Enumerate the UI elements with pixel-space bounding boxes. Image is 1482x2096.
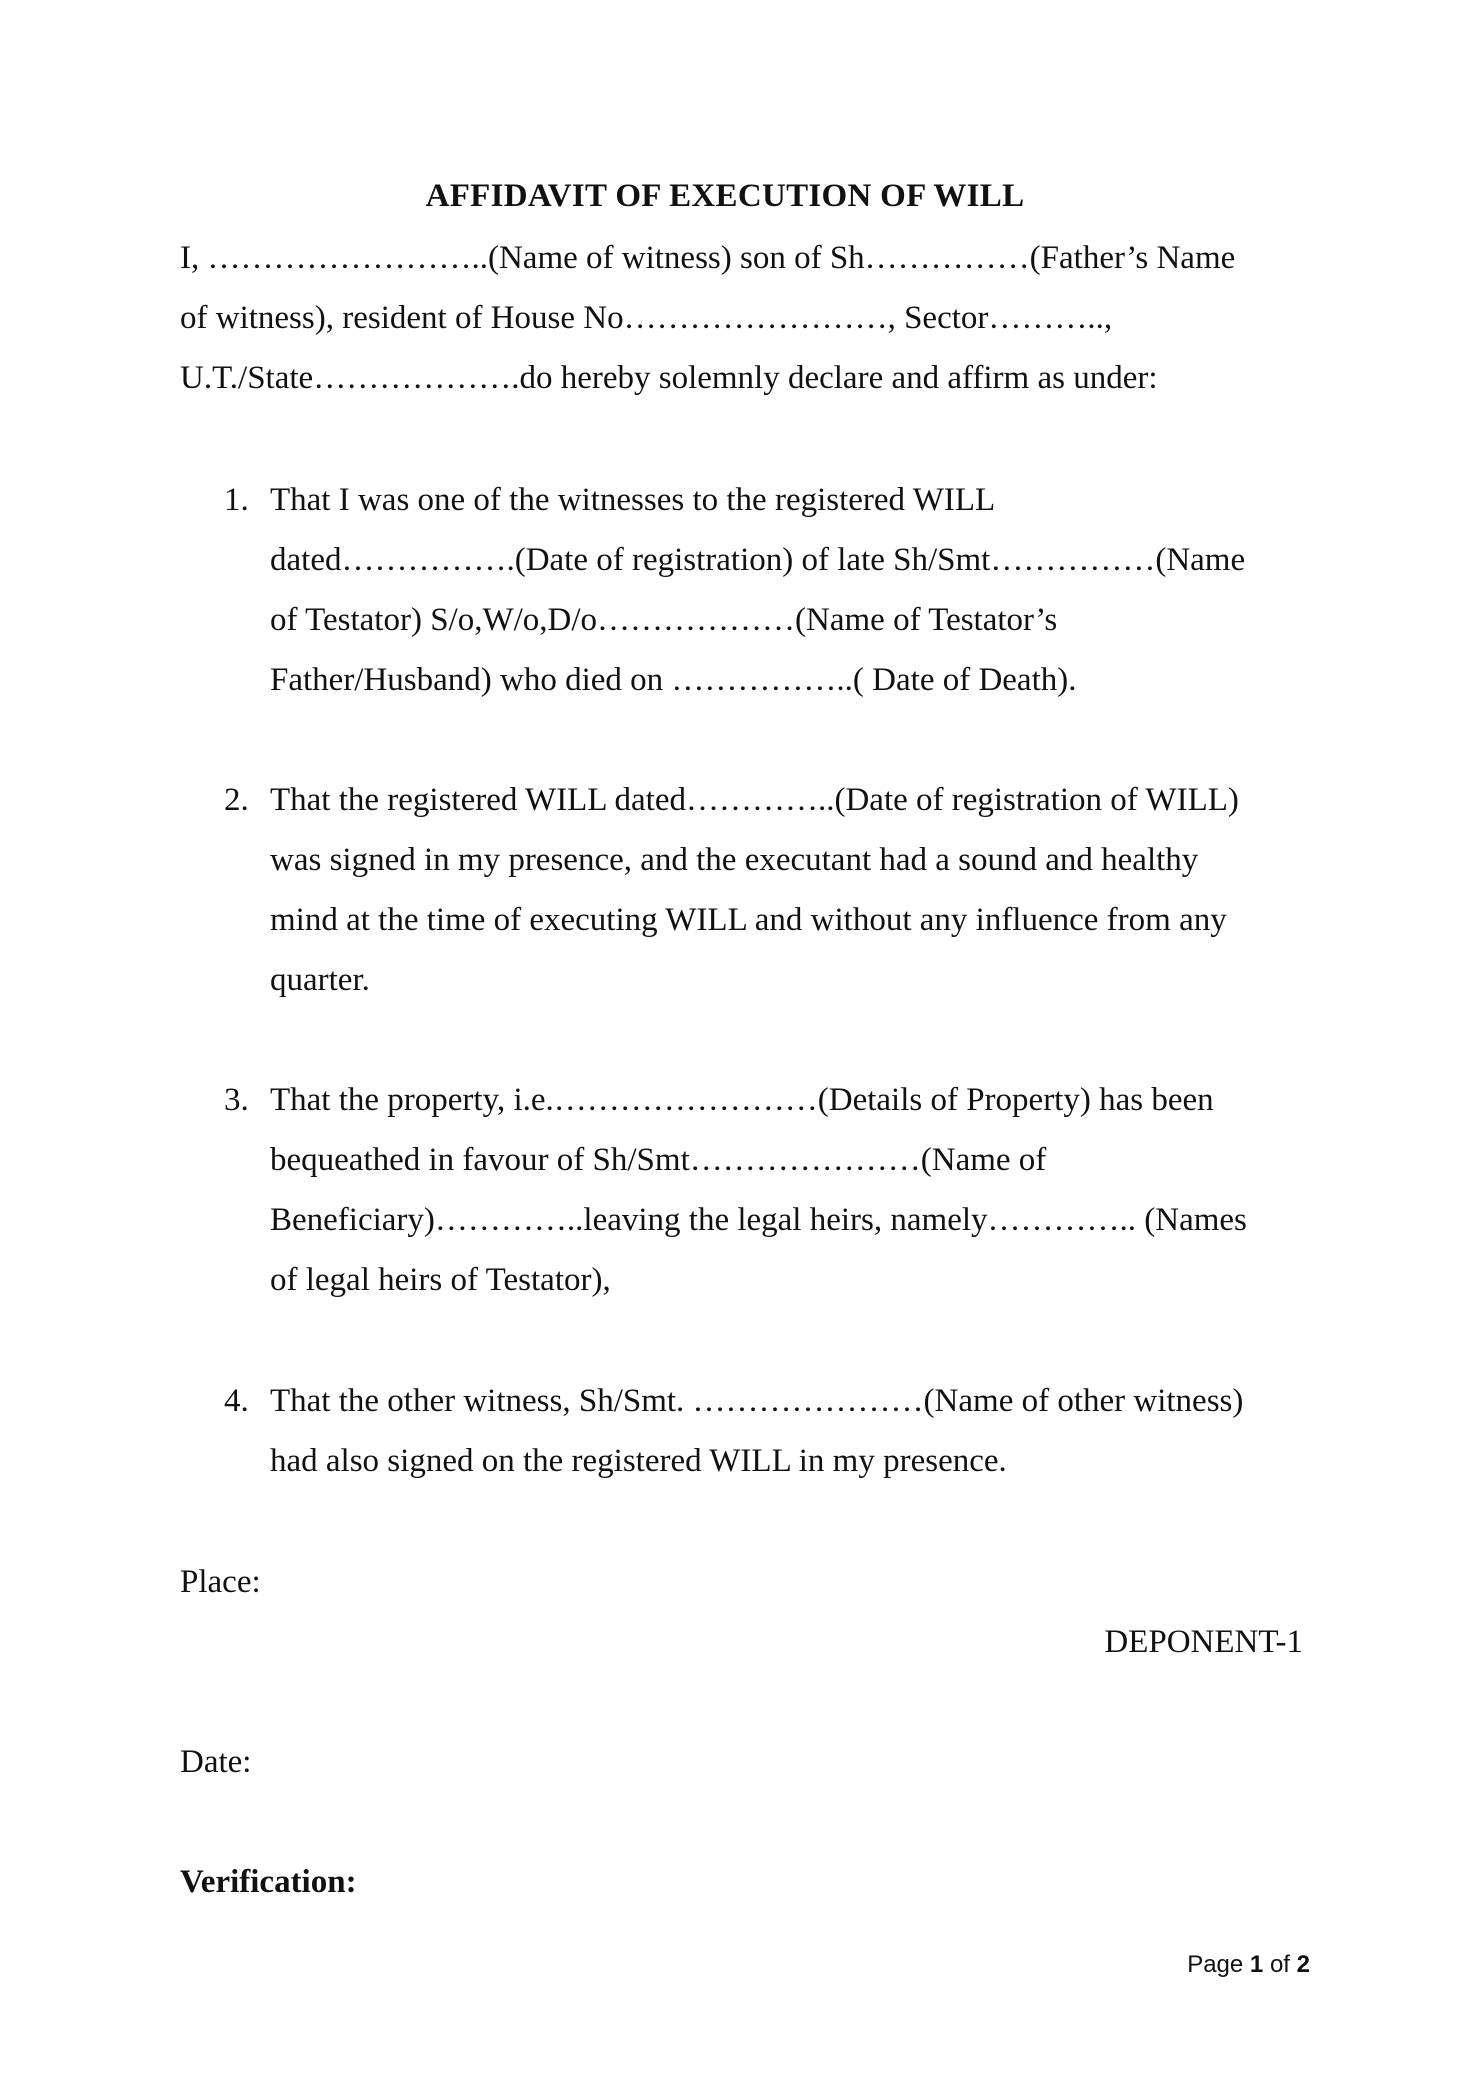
item-2-line-4: quarter.: [270, 962, 370, 998]
of-word: of: [1269, 1951, 1290, 1978]
deponent-label: DEPONENT-1: [1104, 1624, 1303, 1660]
item-1-line-1: That I was one of the witnesses to the registered WILL: [270, 482, 996, 518]
item-4-line-2: had also signed on the registered WILL in my presence.: [270, 1443, 1007, 1479]
item-3-line-1: That the property, i.e.……………………(Details of Property) has been: [270, 1082, 1214, 1118]
item-3-line-2: bequeathed in favour of Sh/Smt…………………(Name of: [270, 1142, 1047, 1178]
item-2-number: 2.: [224, 782, 249, 818]
verification-heading: Verification:: [180, 1864, 357, 1900]
page-word: Page: [1187, 1951, 1244, 1978]
item-4-line-1: That the other witness, Sh/Smt. …………………(Name of other witness): [270, 1383, 1244, 1419]
item-4-number: 4.: [224, 1383, 249, 1419]
intro-line-1: I, ……………………..(Name of witness) son of Sh……………(Father’s Name: [180, 240, 1236, 276]
item-2-line-1: That the registered WILL dated…………..(Date of registration of WILL): [270, 782, 1239, 818]
place-label: Place:: [180, 1564, 261, 1600]
item-1-line-2: dated…………….(Date of registration) of late Sh/Smt……………(Name: [270, 542, 1246, 578]
item-3-line-4: of legal heirs of Testator),: [270, 1262, 611, 1298]
item-2-line-3: mind at the time of executing WILL and without any influence from any: [270, 902, 1227, 938]
current-page-number: 1: [1249, 1951, 1264, 1978]
item-3-line-3: Beneficiary)…………..leaving the legal heirs, namely………….. (Names: [270, 1202, 1247, 1238]
date-label: Date:: [180, 1744, 252, 1780]
item-2-line-2: was signed in my presence, and the executant had a sound and healthy: [270, 842, 1199, 878]
intro-line-2: of witness), resident of House No……………………, Sector………..,: [180, 300, 1113, 336]
item-3-number: 3.: [224, 1082, 249, 1118]
item-1-line-3: of Testator) S/o,W/o,D/o………………(Name of Testator’s: [270, 602, 1058, 638]
intro-line-3: U.T./State……………….do hereby solemnly declare and affirm as under:: [180, 360, 1158, 396]
document-title: AFFIDAVIT OF EXECUTION OF WILL: [425, 178, 1025, 214]
page-number-footer: [1100, 1950, 1310, 1980]
total-pages-number: 2: [1296, 1951, 1310, 1978]
item-1-line-4: Father/Husband) who died on ……………..( Date of Death).: [270, 662, 1077, 698]
item-1-number: 1.: [224, 482, 249, 518]
